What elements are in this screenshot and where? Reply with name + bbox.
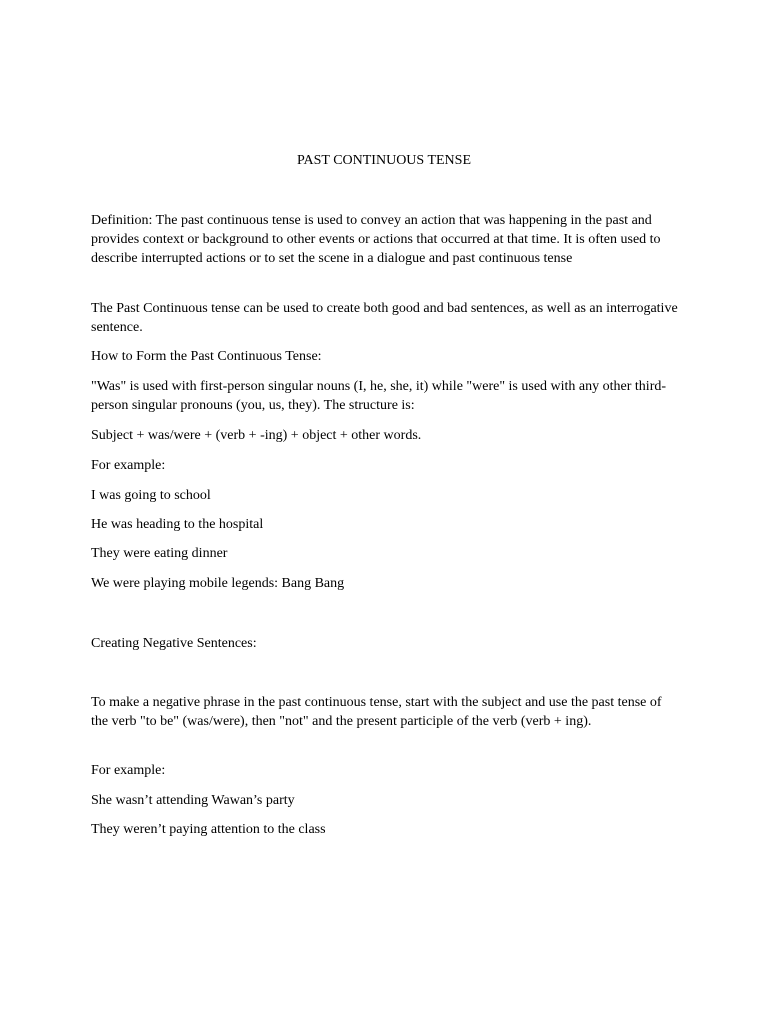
intro-paragraph: The Past Continuous tense can be used to create both good and bad sentences, as well as an interrogative sentence. — [91, 301, 678, 335]
example-sentence: We were playing mobile legends: Bang Bang — [91, 576, 345, 591]
for-example-label: For example: — [91, 458, 166, 473]
negative-example-sentence: They weren’t paying attention to the class — [91, 822, 326, 837]
example-sentence: I was going to school — [91, 488, 211, 503]
how-to-form-heading: How to Form the Past Continuous Tense: — [91, 349, 322, 364]
was-were-rule-paragraph: "Was" is used with first-person singular nouns (I, he, she, it) while "were" is used with any other third-person singular pronouns (you, us, they). The structure is: — [91, 379, 667, 413]
example-sentence: He was heading to the hospital — [91, 517, 264, 532]
structure-formula: Subject + was/were + (verb + -ing) + object + other words. — [91, 428, 422, 443]
definition-paragraph: Definition: The past continuous tense is used to convey an action that was happening in the past and provides context or background to other events or actions that occurred at that time. It is often used to describe interrupted actions or to set the scene in a dialogue and past continuous tense — [91, 213, 661, 266]
for-example-label: For example: — [91, 763, 166, 778]
example-sentence: They were eating dinner — [91, 546, 228, 561]
negative-sentences-heading: Creating Negative Sentences: — [91, 636, 257, 651]
document-title: PAST CONTINUOUS TENSE — [297, 153, 471, 168]
negative-example-sentence: She wasn’t attending Wawan’s party — [91, 793, 295, 808]
negative-rule-paragraph: To make a negative phrase in the past continuous tense, start with the subject and use the past tense of the verb "to be" (was/were), then "not" and the present participle of the verb (verb + ing). — [91, 695, 662, 729]
